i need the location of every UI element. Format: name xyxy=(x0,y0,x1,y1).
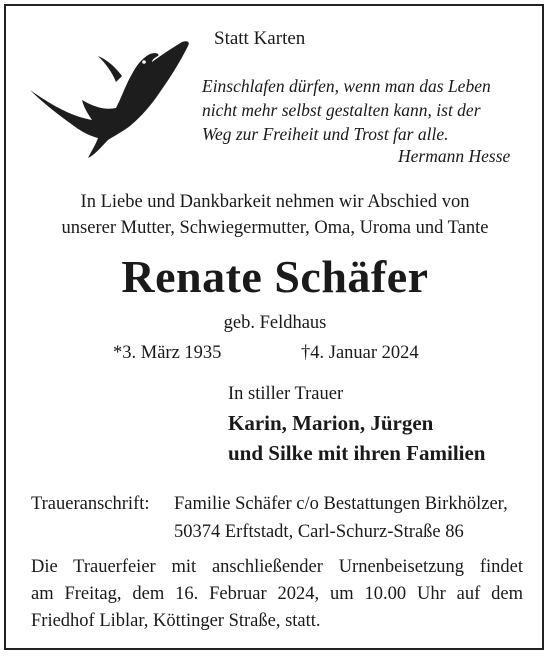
quote-author: Hermann Hesse xyxy=(398,146,511,166)
mourners-line: und Silke mit ihren Familien xyxy=(228,441,486,465)
ceremony-line: am Freitag, dem 16. Februar 2024, um 10.00 Uhr auf dem xyxy=(31,584,523,604)
birth-date: *3. März 1935 xyxy=(113,343,222,363)
mourners-line: Karin, Marion, Jürgen xyxy=(228,411,434,435)
intro-line: unserer Mutter, Schwiegermutter, Oma, Uroma und Tante xyxy=(61,218,489,238)
quote xyxy=(202,74,491,146)
statt-karten-text: Statt Karten xyxy=(214,28,306,49)
quote-line: nicht mehr selbst gestalten kann, ist der xyxy=(202,100,481,120)
dove-icon xyxy=(26,38,192,162)
quote-line: Weg zur Freiheit und Trost far alle. xyxy=(202,124,449,144)
maiden-name: geb. Feldhaus xyxy=(223,313,327,333)
address-line: 50374 Erftstadt, Carl-Schurz-Straße 86 xyxy=(174,522,464,542)
ceremony-line: Friedhof Liblar, Köttinger Straße, statt. xyxy=(31,611,321,631)
ceremony-line: Die Trauerfeier mit anschließender Urnenbeisetzung findet xyxy=(31,557,523,577)
deceased-name: Renate Schäfer xyxy=(121,251,429,302)
ceremony-paragraph xyxy=(31,554,523,635)
quote-line: Einschlafen dürfen, wenn man das Leben xyxy=(202,76,491,96)
death-date: †4. Januar 2024 xyxy=(301,343,419,363)
address-line: Familie Schäfer c/o Bestattungen Birkhölzer, xyxy=(174,494,508,514)
mourners-label: In stiller Trauer xyxy=(228,384,344,404)
address-label: Traueranschrift: xyxy=(31,494,150,514)
intro-line: In Liebe und Dankbarkeit nehmen wir Abschied von xyxy=(80,192,470,212)
